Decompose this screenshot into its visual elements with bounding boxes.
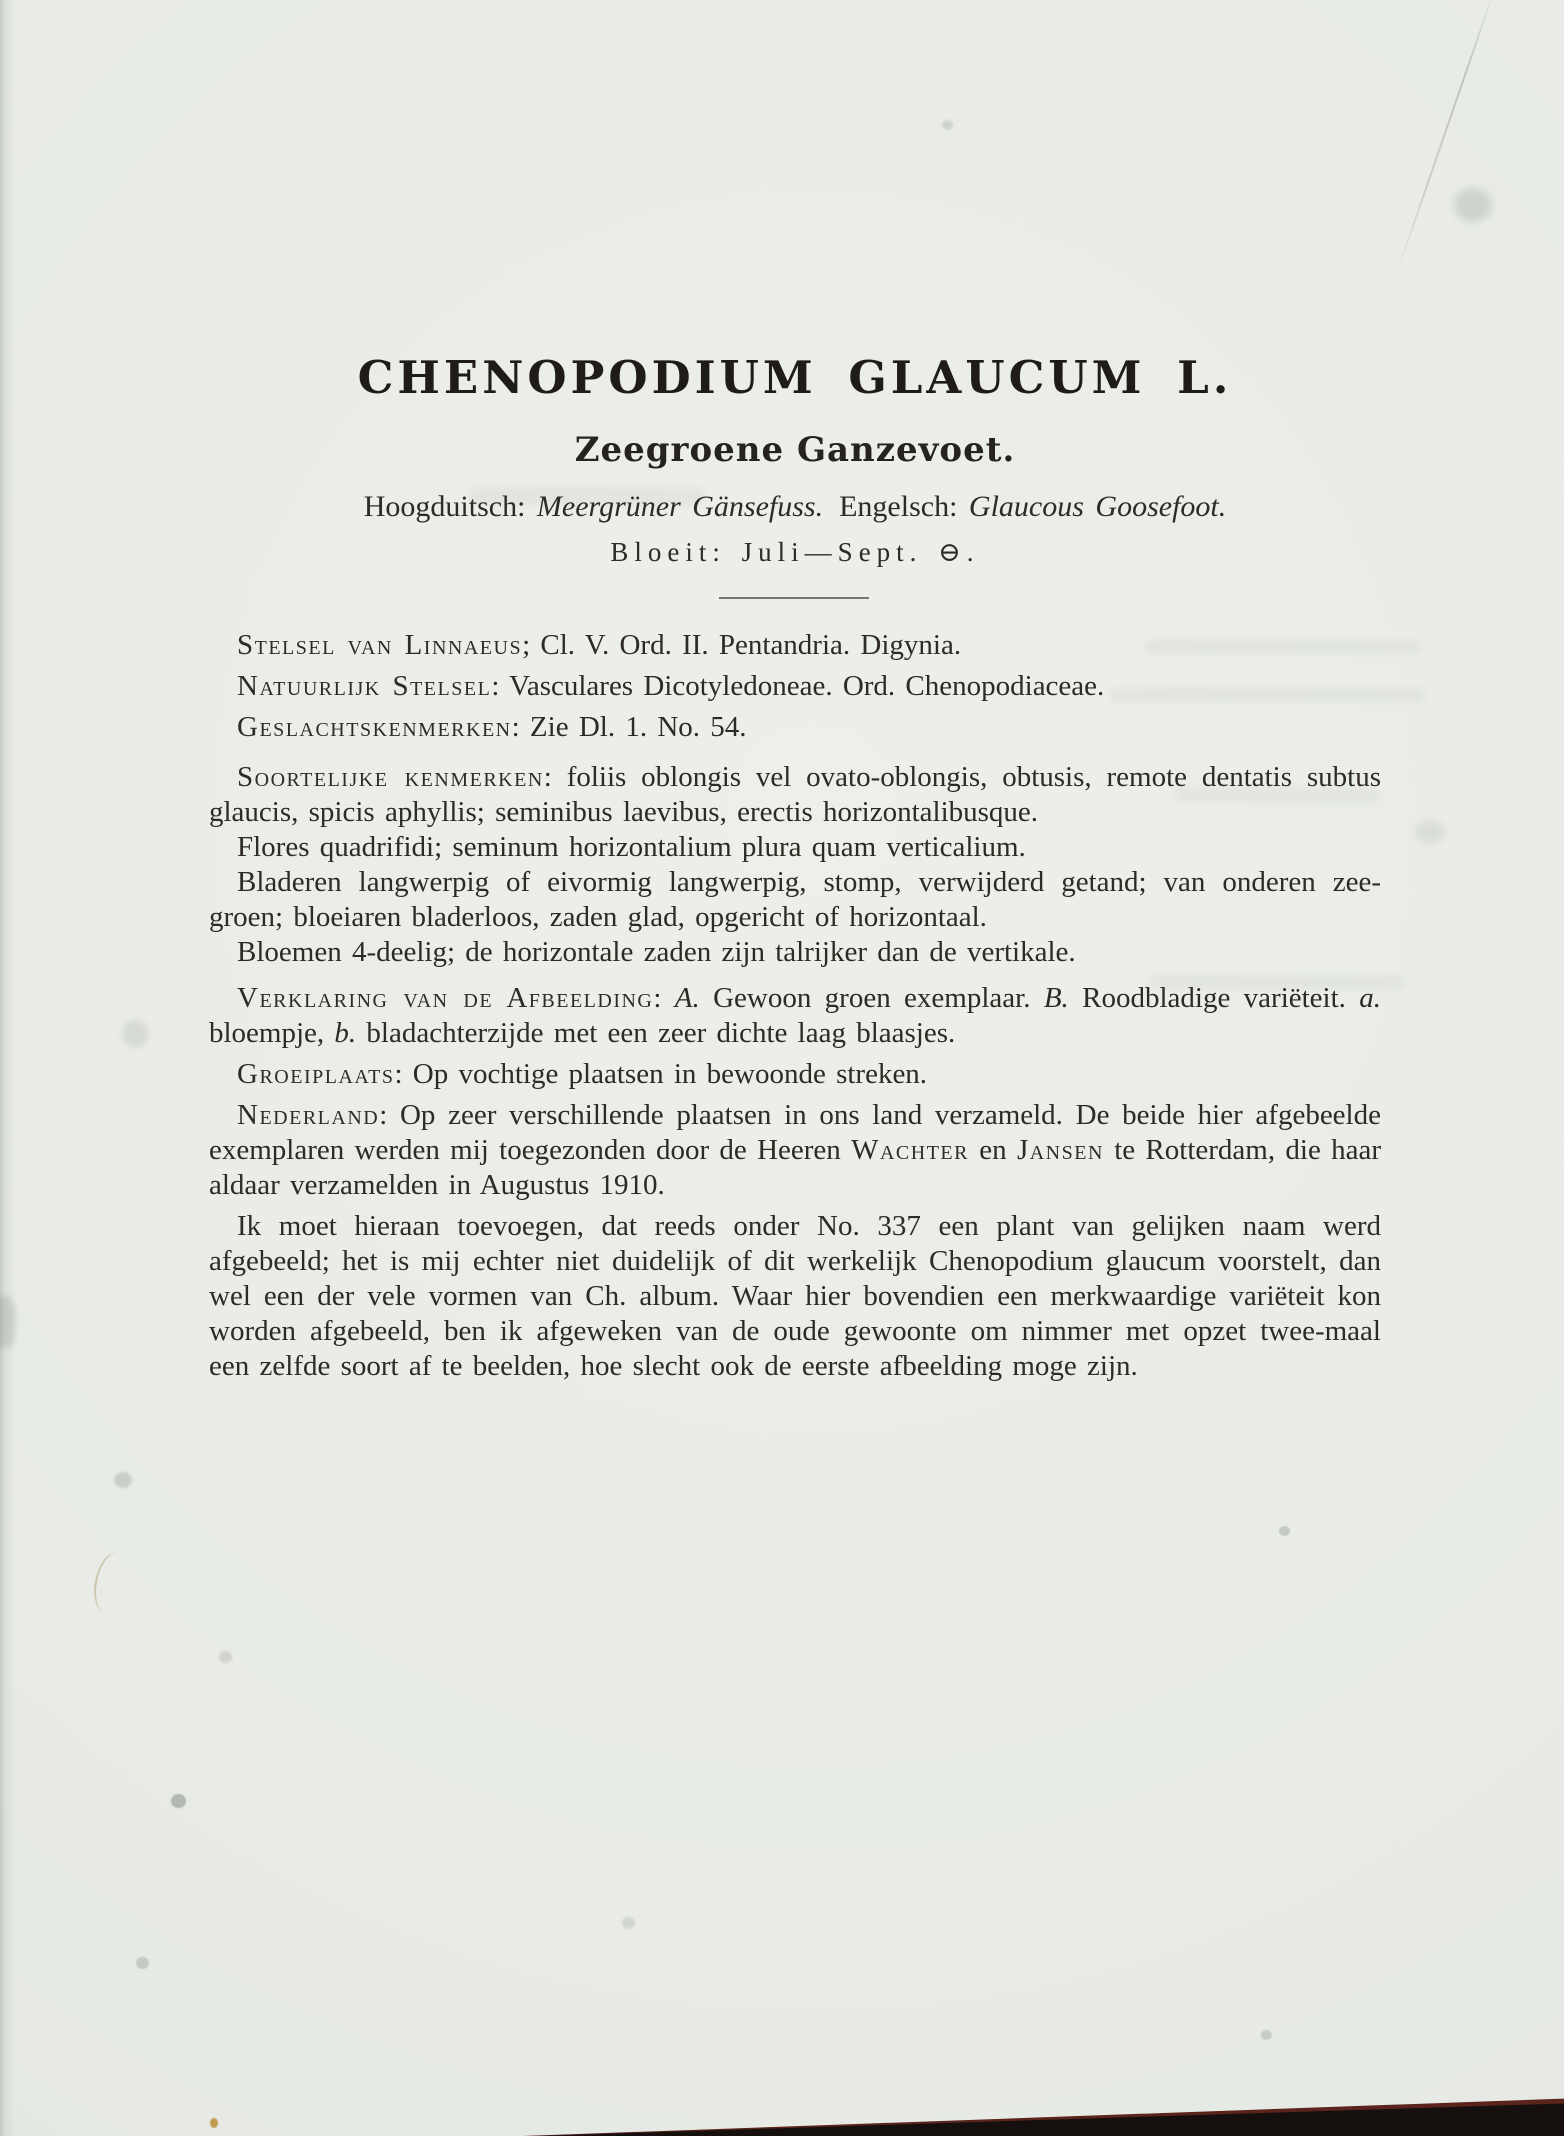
text-segment: : Op vochtige plaatsen in bewoonde streken. bbox=[394, 1058, 928, 1090]
small-caps-text: Soortelijke kenmerken bbox=[237, 761, 544, 793]
text-segment: : Zie Dl. 1. No. 54. bbox=[511, 711, 747, 743]
page-title: CHENOPODIUM GLAUCUM L. bbox=[357, 351, 1233, 404]
text-segment: Engelsch: bbox=[839, 490, 969, 523]
book-edge-shadow bbox=[0, 2092, 1564, 2136]
language-names-line bbox=[209, 492, 1381, 522]
italic-text: b. bbox=[334, 1017, 357, 1049]
paper-stain bbox=[622, 1917, 635, 1929]
paragraph bbox=[209, 760, 1381, 830]
text-segment: ; Cl. V. Ord. II. Pentandria. Digynia. bbox=[522, 629, 962, 661]
paper-stain bbox=[1261, 2030, 1272, 2040]
page-subtitle: Zeegroene Ganzevoet. bbox=[574, 430, 1016, 470]
italic-text: Meergrüner Gänsefuss. bbox=[536, 490, 824, 523]
paper-stain bbox=[1279, 1526, 1290, 1536]
page-header bbox=[209, 351, 1381, 567]
text-segment: bloempje, bbox=[209, 1017, 335, 1049]
italic-text: A. bbox=[674, 982, 700, 1014]
text-segment: Bladeren langwerpig of eivormig langwerpig, stomp, verwijderd getand; van onderen zee-groen; bloeiaren bladerloos, zaden glad, opgericht of horizontaal. bbox=[209, 866, 1381, 933]
paragraph bbox=[209, 669, 1381, 704]
paper-smudge bbox=[1415, 820, 1445, 844]
text-segment: Hoogduitsch: bbox=[363, 490, 537, 523]
small-caps-text: Jansen bbox=[1016, 1134, 1104, 1166]
article-body bbox=[209, 628, 1381, 1384]
page-gutter-shadow bbox=[0, 0, 16, 2136]
paragraph bbox=[209, 1098, 1381, 1203]
text-segment: te Rotterdam, die haar aldaar verzamelden in Augustus 1910. bbox=[209, 1134, 1382, 1201]
paragraph bbox=[209, 710, 1381, 745]
paragraph bbox=[209, 981, 1381, 1051]
text-segment: Flores quadrifidi; seminum horizontalium plura quam verticalium. bbox=[237, 831, 1026, 863]
paper-stain bbox=[114, 1472, 132, 1488]
paper-smudge bbox=[122, 1020, 148, 1048]
small-caps-text: Geslachtskenmerken bbox=[237, 711, 512, 743]
paper-fiber bbox=[89, 1549, 135, 1617]
paragraph bbox=[209, 628, 1381, 663]
small-caps-text: Nederland bbox=[237, 1099, 380, 1131]
paper-smudge bbox=[0, 1296, 16, 1348]
paragraph bbox=[209, 830, 1381, 865]
italic-text: Glaucous Goosefoot. bbox=[968, 490, 1227, 523]
bloom-period-line: Bloeit: Juli—Sept. ⊖. bbox=[610, 537, 980, 567]
text-segment: : foliis oblongis vel ovato-oblongis, obtusis, remote dentatis subtus glaucis, spicis aphyllis; seminibus laevibus, erectis horizontalibusque. bbox=[209, 761, 1381, 828]
paragraph bbox=[209, 865, 1381, 935]
text-segment: Ik moet hieraan toevoegen, dat reeds onder No. 337 een plant van gelijken naam werd afgebeeld; het is mij echter niet duidelijk of dit werkelijk Chenopodium glaucum voorstelt, dan wel een der vele vormen van Ch. album. Waar hier bovendien een merkwaardige variëteit kon worden afgebeeld, ben ik afgeweken van de oude gewoonte om nimmer met opzet twee-maal een zelfde soort af te beelden, hoe slecht ook de eerste afbeelding moge zijn. bbox=[209, 1210, 1381, 1382]
small-caps-text: Groeiplaats bbox=[237, 1058, 395, 1090]
italic-text: a. bbox=[1359, 982, 1382, 1014]
text-segment: : Op zeer verschillende plaatsen in ons land verzameld. De beide hier afgebeelde exemplaren werden mij toegezonden door de Heeren bbox=[209, 1099, 1381, 1166]
paragraph bbox=[209, 935, 1381, 970]
paper-stain bbox=[171, 1794, 186, 1808]
paper-crease bbox=[1396, 0, 1496, 272]
small-caps-text: Verklaring van de Afbeelding bbox=[237, 982, 654, 1014]
small-caps-text: Natuurlijk Stelsel bbox=[237, 670, 492, 702]
paper-stain bbox=[942, 120, 953, 130]
text-segment: Roodbladige variëteit. bbox=[1068, 982, 1360, 1014]
paragraph bbox=[209, 1209, 1381, 1384]
paper-stain bbox=[219, 1651, 232, 1663]
text-segment: Bloemen 4-deelig; de horizontale zaden zijn talrijker dan de vertikale. bbox=[237, 936, 1076, 968]
paper-smudge bbox=[1454, 188, 1492, 222]
italic-text: B. bbox=[1043, 982, 1069, 1014]
text-segment: : Vasculares Dicotyledoneae. Ord. Chenopodiaceae. bbox=[491, 670, 1105, 702]
book-bottom-edge bbox=[0, 2092, 1564, 2136]
text-segment: : bbox=[653, 982, 675, 1014]
text-segment: en bbox=[968, 1134, 1017, 1166]
text-segment: Gewoon groen exemplaar. bbox=[699, 982, 1044, 1014]
small-caps-text: Wachter bbox=[851, 1134, 969, 1166]
text-segment: bladachterzijde met een zeer dichte laag blaasjes. bbox=[356, 1017, 956, 1049]
small-caps-text: Stelsel van Linnaeus bbox=[237, 629, 523, 661]
paper-stain bbox=[136, 1957, 149, 1969]
paragraph bbox=[209, 1057, 1381, 1092]
divider-rule bbox=[719, 597, 869, 599]
